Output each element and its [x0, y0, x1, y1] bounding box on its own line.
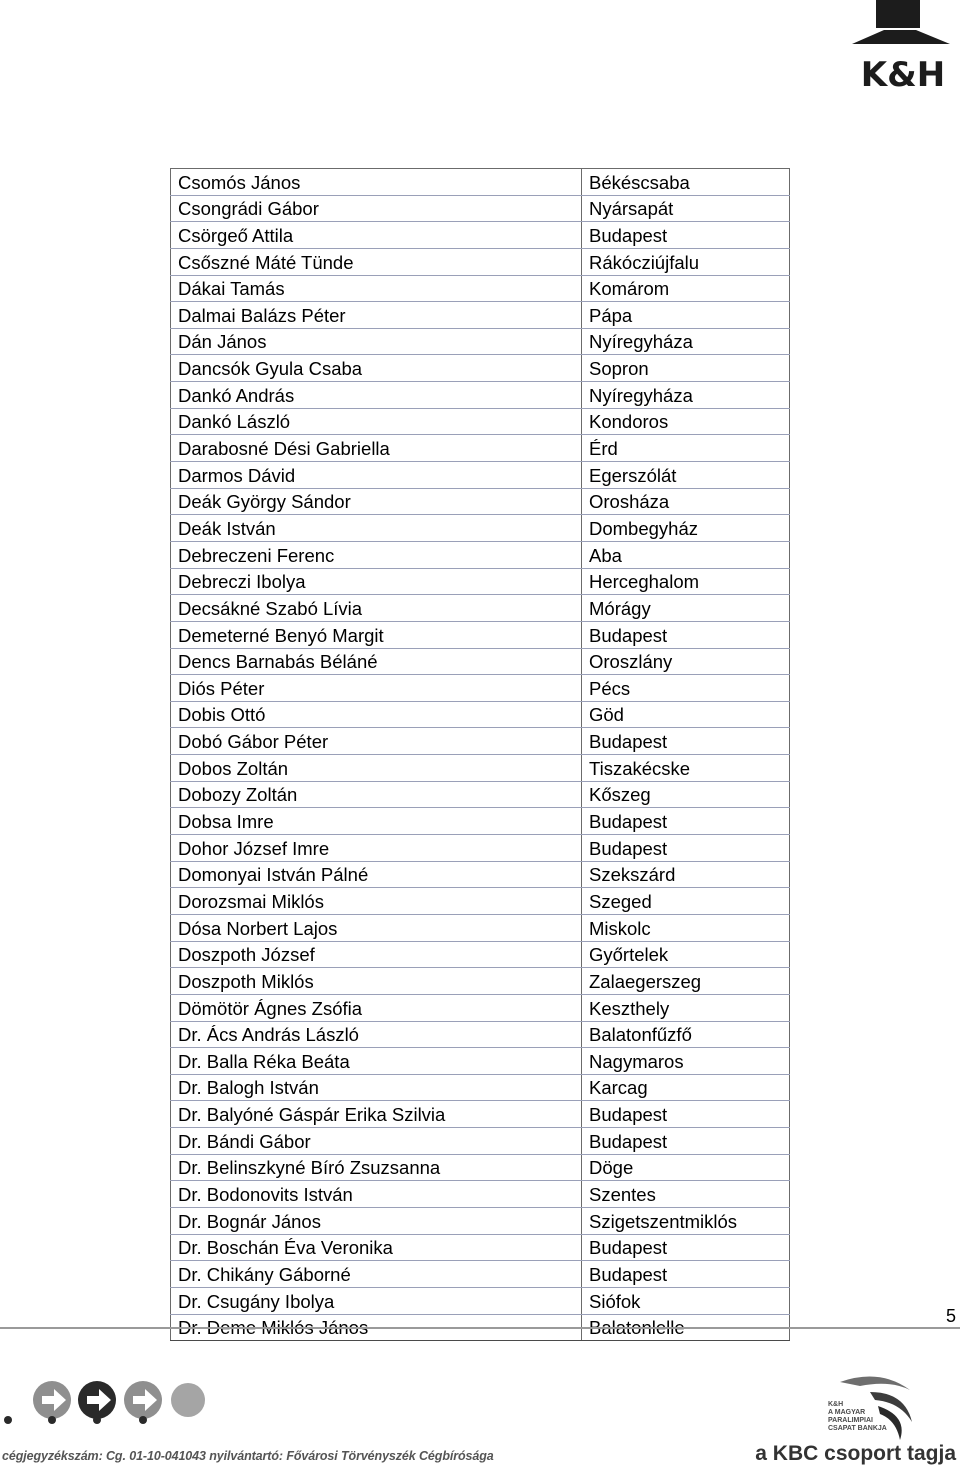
page-number: 5: [945, 1306, 956, 1326]
table-row: [171, 808, 790, 835]
person-name-cell: Darmos Dávid: [171, 462, 582, 489]
person-name-cell: Csőszné Máté Tünde: [171, 248, 582, 275]
person-name-cell: Dömötör Ágnes Zsófia: [171, 994, 582, 1021]
table-row: [171, 275, 790, 302]
person-name-cell: Dr. Chikány Gáborné: [171, 1261, 582, 1288]
person-name-cell: Dr. Balyóné Gáspár Erika Szilvia: [171, 1101, 582, 1128]
person-name-cell: Dobis Ottó: [171, 701, 582, 728]
city-cell: Balatonfűzfő: [582, 1021, 790, 1048]
city-cell: Nyíregyháza: [582, 328, 790, 355]
city-cell: Zalaegerszeg: [582, 968, 790, 995]
person-name-cell: Dobó Gábor Péter: [171, 728, 582, 755]
city-cell: Szentes: [582, 1181, 790, 1208]
arrow-decoration: [0, 1372, 210, 1432]
footer-divider: [0, 1327, 960, 1329]
table-row: [171, 462, 790, 489]
table-row: [171, 1234, 790, 1261]
city-cell: Balatonlelle: [582, 1314, 790, 1341]
city-cell: Rákócziújfalu: [582, 248, 790, 275]
person-name-cell: Debreczi Ibolya: [171, 568, 582, 595]
gray-circle-icon: [171, 1383, 205, 1417]
table-row: [171, 621, 790, 648]
city-cell: Szekszárd: [582, 861, 790, 888]
person-name-cell: Decsákné Szabó Lívia: [171, 595, 582, 622]
table-row: [171, 541, 790, 568]
city-cell: Pápa: [582, 302, 790, 329]
person-name-cell: Dobsa Imre: [171, 808, 582, 835]
table-row: [171, 382, 790, 409]
table-row: [171, 1128, 790, 1155]
person-name-cell: Dr. Boschán Éva Veronika: [171, 1234, 582, 1261]
city-cell: Budapest: [582, 222, 790, 249]
table-row: [171, 1101, 790, 1128]
table-row: [171, 195, 790, 222]
person-name-cell: Dancsók Gyula Csaba: [171, 355, 582, 382]
person-name-cell: Doszpoth József: [171, 941, 582, 968]
table-row: [171, 888, 790, 915]
table-row: [171, 1261, 790, 1288]
person-name-cell: Dankó András: [171, 382, 582, 409]
table-row: [171, 568, 790, 595]
paralympic-line: PARALIMPIAI: [828, 1417, 873, 1424]
city-cell: Győrtelek: [582, 941, 790, 968]
city-cell: Keszthely: [582, 994, 790, 1021]
table-row: [171, 435, 790, 462]
person-name-cell: Csörgeő Attila: [171, 222, 582, 249]
city-cell: Tiszakécske: [582, 755, 790, 782]
person-name-cell: Dr. Balla Réka Beáta: [171, 1048, 582, 1075]
table-row: [171, 781, 790, 808]
city-cell: Kőszeg: [582, 781, 790, 808]
person-name-cell: Dr. Ács András László: [171, 1021, 582, 1048]
city-cell: Egerszólát: [582, 462, 790, 489]
table-row: [171, 1154, 790, 1181]
city-cell: Budapest: [582, 1128, 790, 1155]
person-name-cell: Dr. Belinszkyné Bíró Zsuzsanna: [171, 1154, 582, 1181]
city-cell: Budapest: [582, 835, 790, 862]
kh-logo: [846, 0, 960, 92]
city-cell: Budapest: [582, 808, 790, 835]
person-name-cell: Darabosné Dési Gabriella: [171, 435, 582, 462]
table-row: [171, 968, 790, 995]
person-name-cell: Dr. Csugány Ibolya: [171, 1287, 582, 1314]
city-cell: Karcag: [582, 1074, 790, 1101]
table-row: [171, 675, 790, 702]
city-cell: Budapest: [582, 728, 790, 755]
paralympic-line: A MAGYAR: [828, 1409, 866, 1416]
person-name-cell: Dencs Barnabás Béláné: [171, 648, 582, 675]
table-row: [171, 355, 790, 382]
person-name-cell: Debreczeni Ferenc: [171, 541, 582, 568]
table-row: [171, 861, 790, 888]
paralympic-line: K&H: [828, 1401, 844, 1408]
person-name-cell: Dobos Zoltán: [171, 755, 582, 782]
city-cell: Budapest: [582, 1234, 790, 1261]
table-row: [171, 488, 790, 515]
person-name-cell: Dákai Tamás: [171, 275, 582, 302]
table-row: [171, 222, 790, 249]
kbc-group-tagline: a KBC csoport tagja: [755, 1442, 956, 1465]
person-name-cell: Dán János: [171, 328, 582, 355]
table-row: [171, 1074, 790, 1101]
table-row: [171, 941, 790, 968]
person-name-cell: Diós Péter: [171, 675, 582, 702]
person-name-cell: Dr. Bándi Gábor: [171, 1128, 582, 1155]
city-cell: Budapest: [582, 621, 790, 648]
table-row: [171, 835, 790, 862]
name-city-table: [170, 168, 790, 1341]
person-name-cell: Dr. Bognár János: [171, 1207, 582, 1234]
person-name-cell: Doszpoth Miklós: [171, 968, 582, 995]
table-body: [171, 169, 790, 1341]
person-name-cell: Csongrádi Gábor: [171, 195, 582, 222]
city-cell: Budapest: [582, 1101, 790, 1128]
table-row: [171, 1048, 790, 1075]
city-cell: Oroszlány: [582, 648, 790, 675]
company-registry-text: cégjegyzékszám: Cg. 01-10-041043 nyilvántartó: Fővárosi Törvényszék Cégbírósága: [2, 1449, 494, 1463]
person-name-cell: Dobozy Zoltán: [171, 781, 582, 808]
person-name-cell: Domonyai István Pálné: [171, 861, 582, 888]
paralympic-team-text: [828, 1401, 898, 1433]
table-row: [171, 1207, 790, 1234]
table-row: [171, 994, 790, 1021]
paralympic-line: CSAPAT BANKJA: [828, 1425, 887, 1432]
city-cell: Dombegyház: [582, 515, 790, 542]
city-cell: Sopron: [582, 355, 790, 382]
city-cell: Kondoros: [582, 408, 790, 435]
table-row: [171, 728, 790, 755]
city-cell: Miskolc: [582, 914, 790, 941]
city-cell: Aba: [582, 541, 790, 568]
city-cell: Szigetszentmiklós: [582, 1207, 790, 1234]
city-cell: Siófok: [582, 1287, 790, 1314]
city-cell: Budapest: [582, 1261, 790, 1288]
person-name-cell: Dr. Bodonovits István: [171, 1181, 582, 1208]
person-name-cell: Demeterné Benyó Margit: [171, 621, 582, 648]
person-name-cell: Dr. Deme Miklós János: [171, 1314, 582, 1341]
person-name-cell: Deák István: [171, 515, 582, 542]
table-row: [171, 328, 790, 355]
table-row: [171, 1181, 790, 1208]
city-cell: Nagymaros: [582, 1048, 790, 1075]
city-cell: Göd: [582, 701, 790, 728]
table-row: [171, 515, 790, 542]
city-cell: Orosháza: [582, 488, 790, 515]
city-cell: Érd: [582, 435, 790, 462]
person-name-cell: Dankó László: [171, 408, 582, 435]
city-cell: Mórágy: [582, 595, 790, 622]
person-name-cell: Deák György Sándor: [171, 488, 582, 515]
person-name-cell: Dalmai Balázs Péter: [171, 302, 582, 329]
person-name-cell: Dorozsmai Miklós: [171, 888, 582, 915]
person-name-cell: Dohor József Imre: [171, 835, 582, 862]
city-cell: Szeged: [582, 888, 790, 915]
city-cell: Nyíregyháza: [582, 382, 790, 409]
table-row: [171, 914, 790, 941]
table-row: [171, 302, 790, 329]
table-row: [171, 1287, 790, 1314]
table-row: [171, 701, 790, 728]
city-cell: Döge: [582, 1154, 790, 1181]
city-cell: Pécs: [582, 675, 790, 702]
table-row: [171, 595, 790, 622]
table-row: [171, 648, 790, 675]
table-row: [171, 755, 790, 782]
city-cell: Nyársapát: [582, 195, 790, 222]
person-name-cell: Csomós János: [171, 169, 582, 196]
city-cell: Békéscsaba: [582, 169, 790, 196]
person-name-cell: Dósa Norbert Lajos: [171, 914, 582, 941]
table-row: [171, 169, 790, 196]
table-row: [171, 248, 790, 275]
city-cell: Herceghalom: [582, 568, 790, 595]
table-row: [171, 408, 790, 435]
person-name-cell: Dr. Balogh István: [171, 1074, 582, 1101]
kh-logo-text: K&H: [860, 55, 946, 92]
table-row: [171, 1021, 790, 1048]
city-cell: Komárom: [582, 275, 790, 302]
